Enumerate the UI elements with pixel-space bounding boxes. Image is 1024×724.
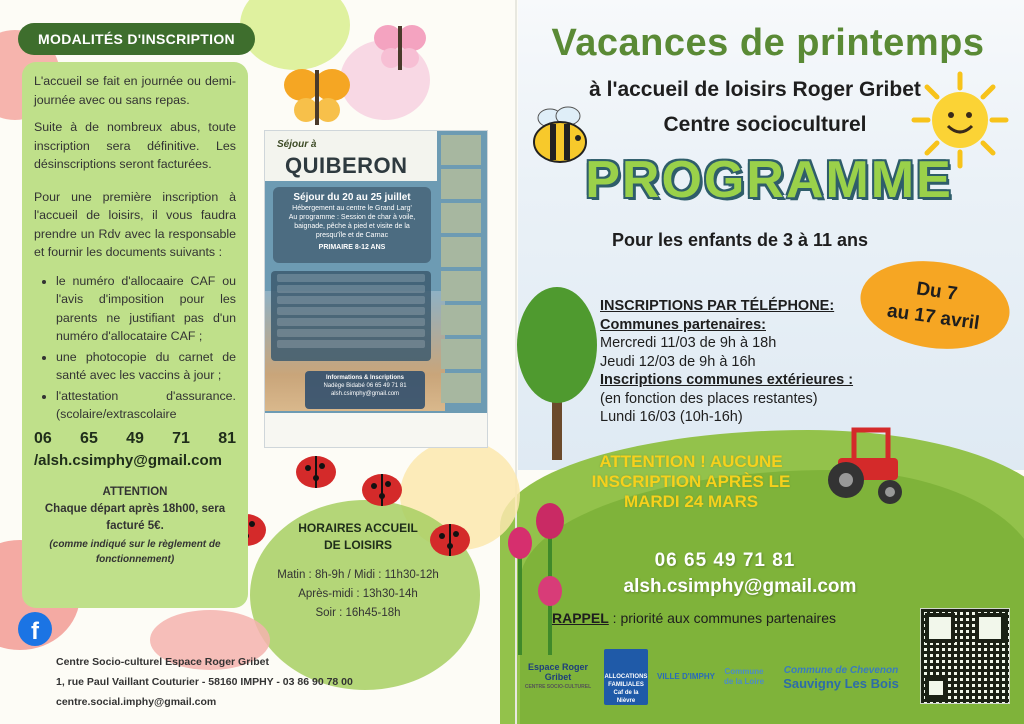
ladybug-icon [358, 468, 406, 508]
right-phone-number[interactable]: 06 65 49 71 81 [654, 550, 796, 571]
flyer-title: QUIBERON [285, 153, 408, 178]
dates-line-1: Du 7 [915, 278, 959, 305]
flyer-details-box [273, 187, 431, 263]
butterfly-icon [282, 60, 352, 130]
flyer-tarif-table [271, 271, 431, 361]
list-item: • le numéro d'allocaaire CAF ou l'avis d'imposition pour les parents ne justifiant pas d'un numéro d'allocataire CAF ; [56, 272, 236, 346]
address-line-1: Centre Socio-culturel Espace Roger Gribet [56, 656, 269, 668]
subtitle-centre: Centre socioculturel [663, 113, 867, 136]
attention-warning: ATTENTION ! AUCUNE INSCRIPTION APRÈS LE MARDI 24 MARS [591, 452, 791, 511]
dates-line-2: au 17 avril [885, 300, 981, 335]
rappel-note [552, 610, 922, 626]
list-item: • une photocopie du carnet de santé avec les vaccins à jour ; [56, 348, 236, 385]
address-block [56, 652, 386, 712]
horaires-apres-midi: Après-midi : 13h30-14h [298, 588, 418, 600]
rappel-label: RAPPEL [552, 610, 609, 626]
address-line-3[interactable]: centre.social.imphy@gmail.com [56, 696, 217, 708]
butterfly-icon [372, 18, 428, 74]
exterieures-line-1: (en fonction des places restantes) [600, 390, 818, 407]
attention-note: (comme indiqué sur le règlement de fonctionnement) [49, 539, 221, 565]
logo-chevenon-sauvigny [772, 664, 910, 690]
phone-part: 06 [34, 429, 52, 447]
phone-part: 49 [126, 429, 144, 447]
flyer-primaire: PRIMAIRE 8-12 ANS [318, 244, 386, 251]
programme-heading: PROGRAMME [585, 151, 953, 209]
logo-espace-sub: CENTRE SOCIO-CULTUREL [524, 684, 592, 690]
main-title: Vacances de printemps [551, 22, 985, 64]
qr-code[interactable] [920, 608, 1010, 704]
flyer-info-box [305, 371, 425, 409]
modalites-paragraph-2: Suite à de nombreux abus, toute inscription sera définitive. Les désinscriptions seront facturées. [34, 120, 236, 171]
phone-part: 71 [172, 429, 190, 447]
right-email[interactable]: alsh.csimphy@gmail.com [623, 576, 857, 597]
tractor-icon [824, 420, 910, 510]
tree-icon [514, 285, 600, 460]
modalites-panel [22, 62, 248, 608]
modalites-paragraph-3: Pour une première inscription à l'accueil de loisirs, il vous faudra prendre un Rdv avec la responsable et fournir les documents suivants : [34, 189, 236, 259]
flyer-logos-strip [265, 413, 488, 448]
flyer-programme: Au programme : Session de char à voile, baignade, pêche à pied et visite de la presqu'île et de Carnac [288, 214, 416, 239]
horaires-title: HORAIRES ACCUEIL DE LOISIRS [298, 521, 418, 552]
logo-chevenon: Commune de Chevenon [783, 665, 899, 676]
documents-list [56, 272, 236, 424]
logo-caf: ALLOCATIONS FAMILIALES Caf de la Nièvre [604, 649, 648, 705]
age-range: Pour les enfants de 3 à 11 ans [611, 230, 869, 250]
facebook-icon[interactable]: f [18, 612, 52, 646]
flyer-info-contact: Nadège Bidabé 06 65 49 71 81 [323, 383, 407, 389]
logo-espace-roger-gribet [520, 662, 596, 692]
attention-title: ATTENTION [102, 485, 168, 498]
flyer-info-title: Informations & Inscriptions [325, 375, 404, 381]
logo-imphy: VILLE D'IMPHY [657, 672, 715, 681]
phone-part: 81 [218, 429, 236, 447]
tulips-icon [500, 495, 580, 655]
attention-body: Chaque départ après 18h00, sera facturé 5€. [44, 503, 226, 532]
flyer-hebergement: Hébergement au centre le Grand Larg' [292, 205, 412, 212]
flyer-dates: Séjour du 20 au 25 juillet [293, 192, 411, 203]
list-item: • l'attestation d'assurance. (scolaire/extrascolaire [56, 387, 236, 424]
modalites-banner: MODALITÉS D'INSCRIPTION [18, 23, 255, 55]
exterieures-title: Inscriptions communes extérieures : [600, 372, 854, 388]
subtitle-accueil: à l'accueil de loisirs Roger Gribet [589, 78, 921, 101]
horaires-section [268, 520, 448, 648]
communes-title: Communes partenaires: [600, 316, 766, 333]
inscriptions-title: INSCRIPTIONS PAR TÉLÉPHONE: [600, 298, 835, 314]
flyer-sejour-label: Séjour à [277, 139, 317, 150]
horaires-soir: Soir : 16h45-18h [315, 607, 401, 619]
inscriptions-block [600, 297, 900, 427]
horaires-matin: Matin : 8h-9h / Midi : 11h30-12h [277, 569, 439, 581]
rappel-text: : priorité aux communes partenaires [608, 610, 837, 626]
quiberon-flyer [264, 130, 488, 448]
logo-espace-label: Espace Roger Gribet [527, 662, 589, 682]
ladybug-icon [292, 450, 340, 490]
address-line-2: 1, rue Paul Vaillant Couturier - 58160 IMPHY - 03 86 90 78 00 [56, 676, 353, 688]
left-phone-number [34, 430, 236, 449]
left-email[interactable]: /alsh.csimphy@gmail.com [34, 452, 223, 469]
modalites-paragraph-1: L'accueil se fait en journée ou demi-journée avec ou sans repas. [34, 74, 236, 107]
logo-sauvigny: Sauvigny Les Bois [783, 676, 899, 691]
logo-loire: Commune de la Loire [724, 667, 765, 686]
exterieures-line-2: Lundi 16/03 (10h-16h) [600, 409, 743, 425]
phone-part: 65 [80, 429, 98, 447]
partner-logos [516, 644, 920, 710]
flyer-photo-strip [441, 135, 481, 407]
communes-line-2: Jeudi 12/03 de 9h à 16h [600, 353, 756, 370]
communes-line-1: Mercredi 11/03 de 9h à 18h [600, 335, 777, 351]
flyer-info-email: alsh.csimphy@gmail.com [330, 391, 400, 397]
